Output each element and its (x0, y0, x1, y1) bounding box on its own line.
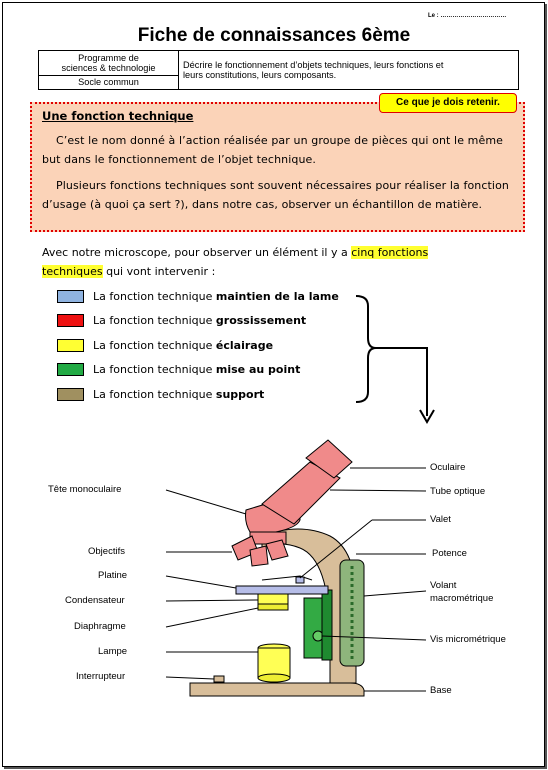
program-label-2: sciences & technologie (61, 62, 156, 73)
switch-shape (214, 676, 224, 682)
label-lampe: Lampe (98, 646, 128, 657)
label-volant-1: Volant (430, 580, 457, 591)
label-oculaire: Oculaire (430, 462, 466, 473)
function-text: La fonction technique mise au point (93, 363, 301, 376)
label-valet: Valet (430, 514, 451, 525)
base-shape (190, 683, 364, 696)
function-text: La fonction technique grossissement (93, 314, 307, 327)
socle-cell: Socle commun (39, 75, 179, 89)
label-condensateur: Condensateur (65, 595, 125, 606)
program-label-1: Programme de (78, 52, 139, 63)
intro-part-1: Avec notre microscope, pour observer un élément il y a (42, 246, 352, 259)
intro-highlight: cinq fonctions techniques (42, 246, 429, 278)
label-objectifs: Objectifs (88, 546, 125, 557)
label-platine: Platine (98, 570, 128, 581)
label-tete: Tête monoculaire (48, 484, 122, 495)
label-tube: Tube optique (430, 486, 486, 497)
label-diaphragme: Diaphragme (74, 621, 126, 632)
page-title: Fiche de connaissances 6ème (137, 25, 411, 46)
condenser-shape (258, 594, 288, 604)
function-text: La fonction technique maintien de la lame (93, 290, 339, 303)
objective-line-1: Décrire le fonctionnement d’objets techniques, leurs fonctions et (183, 60, 444, 70)
diaphragm-shape (258, 604, 288, 610)
definition-paragraph: C’est le nom donné à l’action réalisée par un groupe de pièces qui ont le même but dans le fonctionnement de l’objet technique. (42, 134, 504, 166)
stage-shape (236, 586, 328, 594)
function-text: La fonction technique support (93, 388, 265, 401)
date-field[interactable]: Le : …………………………… (428, 13, 507, 19)
objective-2-shape (250, 546, 268, 566)
label-interrupteur: Interrupteur (76, 671, 126, 682)
brace-icon (356, 296, 376, 402)
label-potence: Potence (432, 548, 467, 559)
box-title: Une fonction technique (42, 109, 194, 123)
function-text: La fonction technique éclairage (93, 339, 274, 352)
usage-paragraph: Plusieurs fonctions techniques sont souvent nécessaires pour réaliser la fonction d’usage (à quoi ça sert ?), dans notre cas, observer un échantillon de matière. (42, 179, 509, 211)
arrow-line (376, 348, 427, 416)
intro-part-2: qui vont intervenir : (102, 265, 216, 278)
label-vis: Vis micrométrique (430, 634, 506, 645)
label-volant-2: macrométrique (430, 593, 494, 604)
retain-badge: Ce que je dois retenir. (379, 93, 517, 113)
label-base: Base (430, 685, 452, 696)
objective-line-2: leurs constitutions, leurs composants. (183, 70, 337, 80)
